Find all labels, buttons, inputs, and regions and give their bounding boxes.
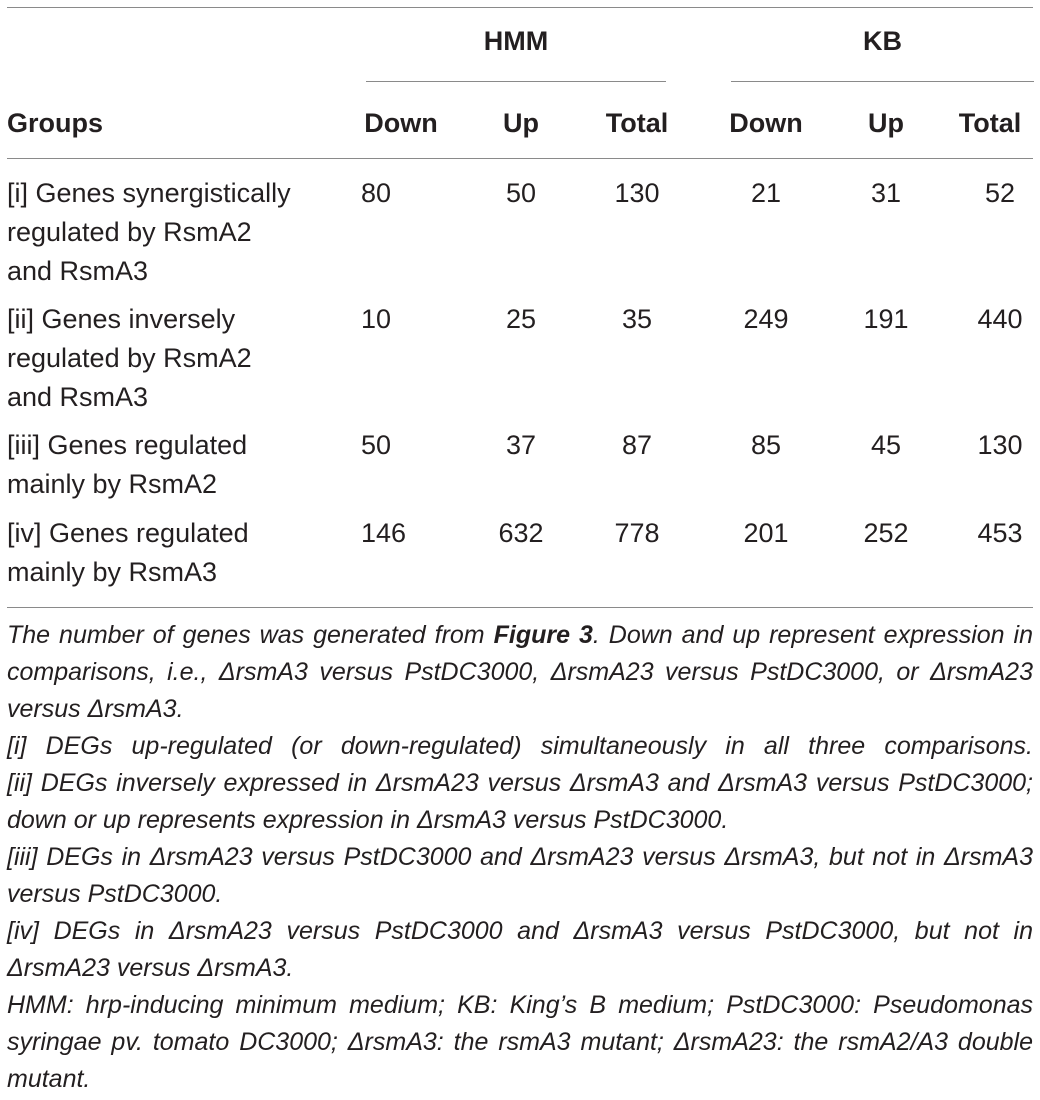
cell-hmm-total: 87: [621, 430, 653, 460]
footnote-iv: [iv] DEGs in ΔrsmA23 versus PstDC3000 and ΔrsmA3 versus PstDC3000, but not in ΔrsmA23 versus ΔrsmA3.: [7, 917, 1033, 982]
cell-kb-up: 191: [863, 304, 909, 334]
bottom-rule: [7, 607, 1033, 608]
cell-hmm-total: 778: [614, 518, 660, 548]
cell-kb-up: 31: [870, 178, 902, 208]
kb-header: KB: [863, 26, 902, 56]
hmm-header: HMM: [483, 26, 549, 56]
table-row: [7, 514, 327, 592]
table-row: [7, 426, 327, 504]
group-label-line: [iv] Genes regulated: [7, 518, 249, 548]
cell-hmm-down: 50: [361, 430, 392, 460]
cell-hmm-down: 146: [361, 518, 407, 548]
group-label-line: [ii] Genes inversely: [7, 304, 236, 334]
cell-kb-total: 453: [977, 518, 1023, 548]
cell-kb-down: 249: [743, 304, 789, 334]
group-label-line: regulated by RsmA2: [7, 217, 252, 247]
cell-hmm-up: 50: [505, 178, 537, 208]
footnote-general: The number of genes was generated from Figure 3. Down and up represent expression in comparisons, i.e., ΔrsmA3 versus PstDC3000, ΔrsmA23 versus PstDC3000, or ΔrsmA23 versus ΔrsmA3.: [7, 621, 1033, 723]
col-header-kb-up: Up: [868, 108, 904, 138]
cell-kb-total: 52: [984, 178, 1016, 208]
figure-reference: Figure 3: [493, 621, 593, 649]
col-header-hmm-down: Down: [364, 108, 438, 138]
col-header-kb-total: Total: [958, 108, 1022, 138]
hmm-span-rule: [366, 81, 666, 82]
cell-hmm-total: 130: [614, 178, 660, 208]
table-row: [7, 300, 327, 417]
cell-kb-up: 45: [870, 430, 902, 460]
cell-hmm-down: 10: [361, 304, 392, 334]
table-row: [7, 174, 327, 291]
group-label-line: [iii] Genes regulated: [7, 430, 248, 460]
footnote-iii: [iii] DEGs in ΔrsmA23 versus PstDC3000 and ΔrsmA23 versus ΔrsmA3, but not in ΔrsmA3 versus PstDC3000.: [7, 843, 1033, 908]
footnote-abbreviations: HMM: hrp-inducing minimum medium; KB: King’s B medium; PstDC3000: Pseudomonas syringae pv. tomato DC3000; ΔrsmA3: the rsmA3 mutant; ΔrsmA23: the rsmA2/A3 double mutant.: [7, 991, 1033, 1093]
col-header-hmm-up: Up: [503, 108, 539, 138]
cell-kb-down: 201: [743, 518, 789, 548]
cell-kb-down: 21: [750, 178, 782, 208]
header-rule: [7, 158, 1033, 159]
group-label-line: regulated by RsmA2: [7, 343, 252, 373]
top-rule: [7, 7, 1033, 8]
cell-kb-total: 130: [977, 430, 1023, 460]
col-header-kb-down: Down: [729, 108, 803, 138]
cell-hmm-down: 80: [361, 178, 392, 208]
footnote-i: [i] DEGs up-regulated (or down-regulated) simultaneously in all three comparisons.: [7, 732, 1033, 760]
kb-span-rule: [731, 81, 1034, 82]
group-label-line: [i] Genes synergistically: [7, 178, 291, 208]
group-label-line: mainly by RsmA2: [7, 469, 218, 499]
table-footnotes: [7, 617, 1033, 1098]
cell-kb-down: 85: [750, 430, 782, 460]
cell-hmm-total: 35: [621, 304, 653, 334]
cell-hmm-up: 37: [505, 430, 537, 460]
cell-hmm-up: 632: [498, 518, 544, 548]
cell-hmm-up: 25: [505, 304, 537, 334]
cell-kb-total: 440: [977, 304, 1023, 334]
group-label-line: and RsmA3: [7, 382, 149, 412]
groups-header: Groups: [7, 108, 104, 138]
footnote-ii: [ii] DEGs inversely expressed in ΔrsmA23 versus ΔrsmA3 and ΔrsmA3 versus PstDC3000; down or up represents expression in ΔrsmA3 versus PstDC3000.: [7, 769, 1033, 834]
cell-kb-up: 252: [863, 518, 909, 548]
group-label-line: and RsmA3: [7, 256, 149, 286]
col-header-hmm-total: Total: [605, 108, 669, 138]
group-label-line: mainly by RsmA3: [7, 557, 218, 587]
